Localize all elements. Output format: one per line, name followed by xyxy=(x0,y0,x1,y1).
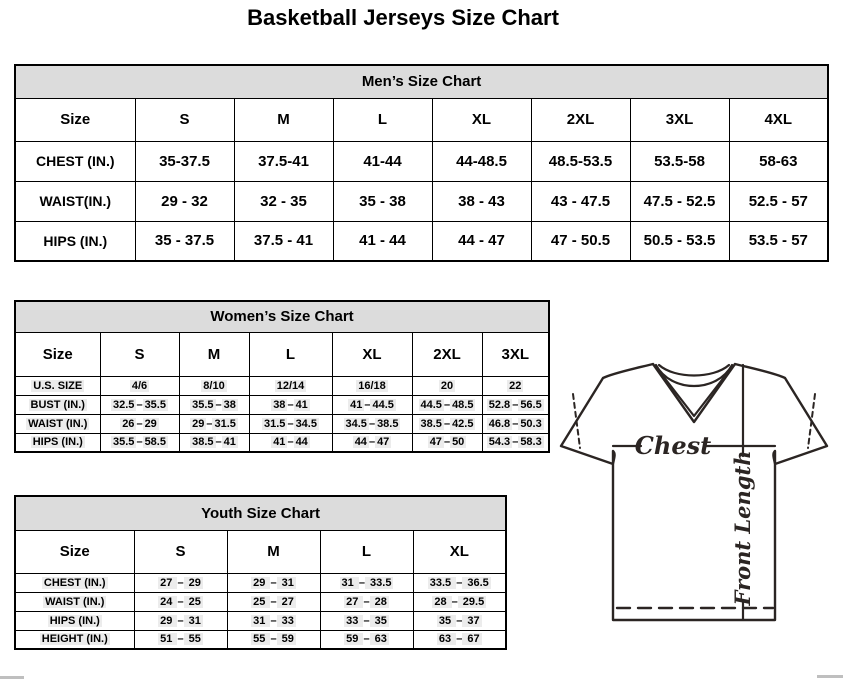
mens-cell: 41 - 44 xyxy=(333,221,432,261)
mens-cell: 35 - 37.5 xyxy=(135,221,234,261)
womens-cell: 35.5 – 58.5 xyxy=(100,433,179,452)
womens-cell: 34.5 – 38.5 xyxy=(332,414,412,433)
mens-cell: 37.5-41 xyxy=(234,141,333,181)
mens-cell: 58-63 xyxy=(729,141,828,181)
mens-cell: 48.5-53.5 xyxy=(531,141,630,181)
mens-table-title: Men’s Size Chart xyxy=(15,65,828,98)
page-edge-artifact-right xyxy=(817,675,843,678)
womens-cell: 47 – 50 xyxy=(412,433,482,452)
youth-column-header: XL xyxy=(413,530,506,573)
womens-column-header: S xyxy=(100,332,179,376)
youth-table-row xyxy=(15,611,506,630)
youth-cell: 59 – 63 xyxy=(320,630,413,649)
womens-cell: 52.8 – 56.5 xyxy=(482,395,549,414)
womens-table-row xyxy=(15,395,549,414)
mens-cell: 47 - 50.5 xyxy=(531,221,630,261)
youth-cell: 25 – 27 xyxy=(227,592,320,611)
mens-column-header: S xyxy=(135,98,234,141)
womens-table-row xyxy=(15,414,549,433)
womens-cell: 20 xyxy=(412,376,482,395)
womens-cell: 38.5 – 41 xyxy=(179,433,249,452)
mens-column-header: Size xyxy=(15,98,135,141)
youth-cell: 28 – 29.5 xyxy=(413,592,506,611)
youth-cell: 27 – 28 xyxy=(320,592,413,611)
chest-label: Chest xyxy=(634,431,712,460)
womens-table-row xyxy=(15,433,549,452)
womens-cell: 26 – 29 xyxy=(100,414,179,433)
mens-table-row xyxy=(15,221,828,261)
collar-inner-v xyxy=(656,367,732,416)
womens-cell: 41 – 44.5 xyxy=(332,395,412,414)
youth-cell: 33.5 – 36.5 xyxy=(413,573,506,592)
mens-cell: 50.5 - 53.5 xyxy=(630,221,729,261)
collar-arc-outer xyxy=(659,365,729,376)
left-cuff-dashed-line xyxy=(573,394,580,448)
youth-cell: 55 – 59 xyxy=(227,630,320,649)
youth-cell: 29 – 31 xyxy=(227,573,320,592)
youth-row-label: CHEST (IN.) xyxy=(15,573,134,592)
mens-size-chart-table xyxy=(14,64,827,262)
mens-cell: 29 - 32 xyxy=(135,181,234,221)
womens-cell: 12/14 xyxy=(249,376,332,395)
womens-cell: 44.5 – 48.5 xyxy=(412,395,482,414)
mens-cell: 41-44 xyxy=(333,141,432,181)
mens-cell: 53.5-58 xyxy=(630,141,729,181)
womens-table-row xyxy=(15,376,549,395)
mens-table-row xyxy=(15,181,828,221)
youth-table-row xyxy=(15,630,506,649)
mens-column-header: L xyxy=(333,98,432,141)
womens-size-chart-table xyxy=(14,300,548,453)
mens-cell: 35 - 38 xyxy=(333,181,432,221)
youth-cell: 63 – 67 xyxy=(413,630,506,649)
youth-cell: 35 – 37 xyxy=(413,611,506,630)
womens-cell: 22 xyxy=(482,376,549,395)
youth-cell: 51 – 55 xyxy=(134,630,227,649)
womens-cell: 31.5 – 34.5 xyxy=(249,414,332,433)
mens-cell: 32 - 35 xyxy=(234,181,333,221)
youth-cell: 29 – 31 xyxy=(134,611,227,630)
womens-row-label: BUST (IN.) xyxy=(15,395,100,414)
youth-row-label: WAIST (IN.) xyxy=(15,592,134,611)
mens-column-header: M xyxy=(234,98,333,141)
womens-table-title: Women’s Size Chart xyxy=(15,301,549,332)
mens-column-header: 4XL xyxy=(729,98,828,141)
womens-cell: 38.5 – 42.5 xyxy=(412,414,482,433)
mens-column-header: XL xyxy=(432,98,531,141)
womens-cell: 29 – 31.5 xyxy=(179,414,249,433)
youth-cell: 27 – 29 xyxy=(134,573,227,592)
mens-cell: 43 - 47.5 xyxy=(531,181,630,221)
womens-cell: 4/6 xyxy=(100,376,179,395)
mens-cell: 53.5 - 57 xyxy=(729,221,828,261)
womens-cell: 8/10 xyxy=(179,376,249,395)
youth-cell: 24 – 25 xyxy=(134,592,227,611)
womens-cell: 32.5 – 35.5 xyxy=(100,395,179,414)
youth-column-header: S xyxy=(134,530,227,573)
mens-table-row xyxy=(15,141,828,181)
youth-cell: 31 – 33 xyxy=(227,611,320,630)
mens-cell: 52.5 - 57 xyxy=(729,181,828,221)
womens-cell: 44 – 47 xyxy=(332,433,412,452)
mens-cell: 35-37.5 xyxy=(135,141,234,181)
mens-cell: 44-48.5 xyxy=(432,141,531,181)
youth-cell: 33 – 35 xyxy=(320,611,413,630)
womens-column-header: XL xyxy=(332,332,412,376)
womens-column-header: M xyxy=(179,332,249,376)
womens-cell: 46.8 – 50.3 xyxy=(482,414,549,433)
womens-column-header: Size xyxy=(15,332,100,376)
youth-cell: 31 – 33.5 xyxy=(320,573,413,592)
youth-column-header: L xyxy=(320,530,413,573)
womens-cell: 41 – 44 xyxy=(249,433,332,452)
youth-size-chart-table xyxy=(14,495,505,650)
mens-cell: 38 - 43 xyxy=(432,181,531,221)
mens-column-header: 3XL xyxy=(630,98,729,141)
womens-row-label: HIPS (IN.) xyxy=(15,433,100,452)
womens-column-header: 2XL xyxy=(412,332,482,376)
youth-row-label: HEIGHT (IN.) xyxy=(15,630,134,649)
womens-cell: 16/18 xyxy=(332,376,412,395)
womens-cell: 54.3 – 58.3 xyxy=(482,433,549,452)
womens-column-header: 3XL xyxy=(482,332,549,376)
mens-row-label: CHEST (IN.) xyxy=(15,141,135,181)
youth-table-row xyxy=(15,573,506,592)
front-length-label: Front Length xyxy=(730,450,755,606)
jersey-outline xyxy=(561,364,827,620)
womens-row-label: WAIST (IN.) xyxy=(15,414,100,433)
mens-cell: 37.5 - 41 xyxy=(234,221,333,261)
jersey-measurement-diagram xyxy=(553,358,837,664)
youth-column-header: Size xyxy=(15,530,134,573)
right-cuff-dashed-line xyxy=(808,394,815,448)
youth-table-title: Youth Size Chart xyxy=(15,496,506,530)
mens-row-label: WAIST(IN.) xyxy=(15,181,135,221)
youth-column-header: M xyxy=(227,530,320,573)
womens-cell: 35.5 – 38 xyxy=(179,395,249,414)
mens-cell: 47.5 - 52.5 xyxy=(630,181,729,221)
womens-row-label: U.S. SIZE xyxy=(15,376,100,395)
mens-column-header: 2XL xyxy=(531,98,630,141)
womens-cell: 38 – 41 xyxy=(249,395,332,414)
mens-row-label: HIPS (IN.) xyxy=(15,221,135,261)
youth-table-row xyxy=(15,592,506,611)
youth-row-label: HIPS (IN.) xyxy=(15,611,134,630)
page-title: Basketball Jerseys Size Chart xyxy=(247,5,559,30)
mens-cell: 44 - 47 xyxy=(432,221,531,261)
womens-column-header: L xyxy=(249,332,332,376)
